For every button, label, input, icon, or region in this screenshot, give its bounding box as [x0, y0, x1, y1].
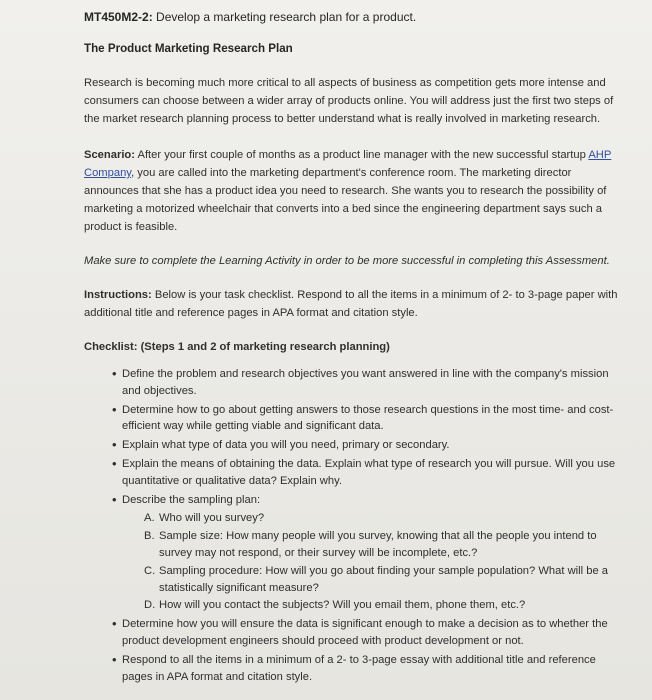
sampling-item [144, 597, 624, 614]
scenario-text-before: After your first couple of months as a product line manager with the new successful startup [137, 149, 586, 161]
sampling-letter: A. [144, 512, 155, 525]
instructions-paragraph [84, 286, 624, 322]
sampling-letter: D. [144, 599, 156, 612]
scenario-label: Scenario: [84, 149, 135, 161]
sampling-item [144, 528, 624, 562]
section-title: The Product Marketing Research Plan [84, 42, 293, 55]
learning-activity-note: Make sure to complete the Learning Activity in order to be more successful in completing this Assessment. [84, 255, 610, 267]
instructions-label: Instructions: [84, 289, 152, 301]
sampling-text: Sample size: How many people will you survey, knowing that all the people you intend to survey may not respond, or their survey will be incomplete, etc.? [159, 530, 597, 559]
assignment-title: Develop a marketing research plan for a product. [156, 10, 417, 24]
checklist [84, 366, 624, 685]
sampling-text: How will you contact the subjects? Will you email them, phone them, etc.? [159, 599, 526, 612]
sampling-text: Who will you survey? [159, 512, 265, 525]
sampling-letter: C. [144, 564, 156, 577]
checklist-item: • Determine how to go about getting answers to those research questions in the most time- and cost-efficient way while getting viable and significant data. [84, 402, 624, 436]
checklist-item: • Explain the means of obtaining the data. Explain what type of research you will pursue. Will you use quantitative or qualitative data? Explain why. [84, 456, 624, 490]
intro-paragraph: Research is becoming much more critical to all aspects of business as competition gets more intense and consumers can choose between a wider array of products online. You will address just the first two steps of the market research planning process to better understand what is really involved in marketing research. [84, 77, 614, 125]
company-link[interactable]: AHP Company [84, 149, 612, 179]
assignment-heading [84, 8, 624, 26]
assignment-code: MT450M2-2: [84, 10, 153, 24]
checklist-item: • Define the problem and research objectives you want answered in line with the company's mission and objectives. [84, 366, 624, 400]
document-content [84, 8, 624, 687]
scenario-text-after: , you are called into the marketing department's conference room. The marketing director announces that she has a product idea you need to research. She wants you to research the possibility of marketing a motorized wheelchair that converts into a bed since the engineering department says such a product is feasible. [84, 167, 607, 233]
sampling-letter: B. [144, 530, 155, 543]
checklist-item: • Respond to all the items in a minimum of a 2- to 3-page essay with additional title and reference pages in APA format and citation style. [84, 652, 624, 686]
sampling-text: Sampling procedure: How will you go about finding your sample population? What will be a statistically significant measure? [159, 564, 608, 594]
checklist-item: • Determine how you will ensure the data is significant enough to make a decision as to whether the product development engineers should proceed with product development or not. [84, 616, 624, 650]
sampling-plan-label: Describe the sampling plan: [122, 493, 261, 506]
sampling-list [122, 510, 624, 614]
scenario-paragraph [84, 146, 624, 236]
checklist-title: Checklist: (Steps 1 and 2 of marketing research planning) [84, 341, 390, 353]
sampling-item [144, 510, 624, 527]
checklist-item: • Explain what type of data you will you need, primary or secondary. [84, 437, 624, 454]
sampling-item [144, 563, 624, 597]
instructions-text: Below is your task checklist. Respond to all the items in a minimum of 2- to 3-page paper with additional title and reference pages in APA format and citation style. [84, 289, 618, 319]
checklist-item-sampling [84, 492, 624, 615]
